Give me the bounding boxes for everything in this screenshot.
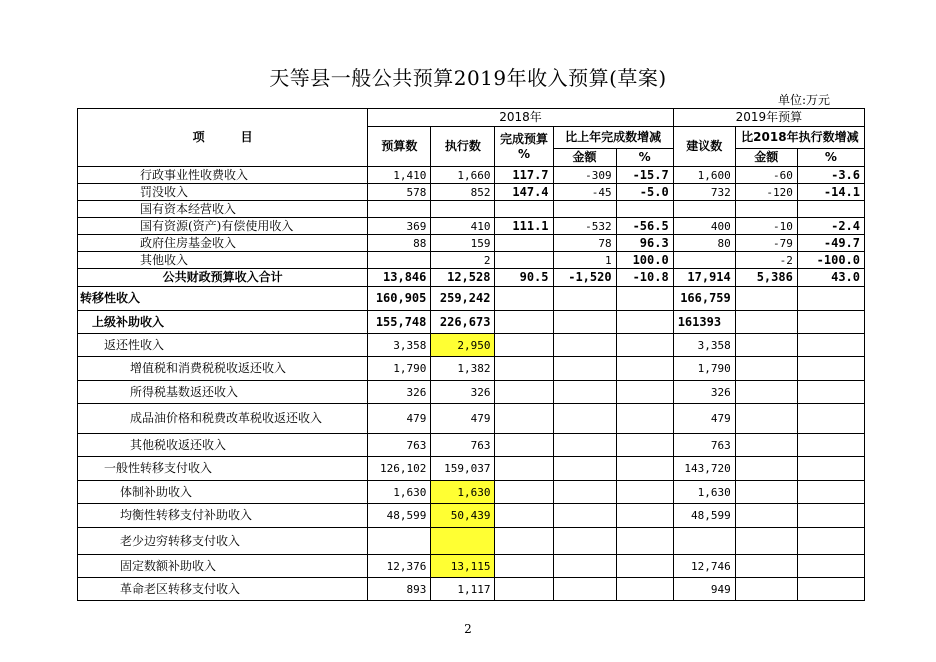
cell-proposed: 1,630 [673, 481, 735, 504]
row-label: 均衡性转移支付补助收入 [78, 504, 368, 528]
cell-executed: 763 [431, 434, 495, 457]
row-label: 增值税和消费税税收返还收入 [78, 357, 368, 381]
cell-executed-highlighted [431, 528, 495, 555]
cell-diff-amount [553, 578, 616, 601]
cell-diff-pct: -15.7 [616, 167, 673, 184]
cell-diff-pct: 96.3 [616, 235, 673, 252]
header-completion [495, 127, 553, 167]
cell-diff2-amount [735, 404, 797, 434]
header-item: 项 目 [78, 109, 368, 167]
cell-proposed: 3,358 [673, 334, 735, 357]
cell-completion [495, 481, 553, 504]
cell-budget: 155,748 [368, 311, 431, 334]
cell-diff-amount [553, 381, 616, 404]
cell-budget: 1,410 [368, 167, 431, 184]
cell-completion [495, 201, 553, 218]
cell-completion [495, 357, 553, 381]
row-label: 罚没收入 [78, 184, 368, 201]
cell-diff2-pct [797, 555, 864, 578]
row-label: 公共财政预算收入合计 [78, 269, 368, 287]
cell-executed: 1,382 [431, 357, 495, 381]
header-pct: % [616, 149, 673, 167]
cell-executed: 326 [431, 381, 495, 404]
cell-diff2-amount [735, 457, 797, 481]
cell-diff-pct [616, 457, 673, 481]
table-row [78, 404, 865, 434]
cell-budget: 1,630 [368, 481, 431, 504]
cell-diff-amount: -1,520 [553, 269, 616, 287]
cell-diff2-pct [797, 578, 864, 601]
row-label: 政府住房基金收入 [78, 235, 368, 252]
cell-executed-highlighted: 13,115 [431, 555, 495, 578]
cell-diff2-amount: -2 [735, 252, 797, 269]
cell-budget: 160,905 [368, 287, 431, 311]
cell-diff2-amount [735, 334, 797, 357]
table-row [78, 555, 865, 578]
cell-proposed: 949 [673, 578, 735, 601]
cell-diff2-pct [797, 357, 864, 381]
cell-proposed: 763 [673, 434, 735, 457]
cell-budget [368, 252, 431, 269]
header-vs-2018: 比2018年执行数增减 [735, 127, 864, 149]
header-executed: 执行数 [431, 127, 495, 167]
table-row [78, 252, 865, 269]
cell-diff-amount: -309 [553, 167, 616, 184]
cell-diff-pct [616, 555, 673, 578]
page-title: 天等县一般公共预算2019年收入预算(草案) [269, 66, 667, 90]
cell-budget: 479 [368, 404, 431, 434]
row-label: 所得税基数返还收入 [78, 381, 368, 404]
table-row [78, 334, 865, 357]
table-row [78, 167, 865, 184]
cell-completion [495, 578, 553, 601]
cell-diff-pct [616, 357, 673, 381]
table-row [78, 578, 865, 601]
cell-diff-amount [553, 481, 616, 504]
cell-budget: 126,102 [368, 457, 431, 481]
cell-proposed: 48,599 [673, 504, 735, 528]
cell-budget [368, 201, 431, 218]
cell-diff2-pct [797, 481, 864, 504]
cell-completion [495, 504, 553, 528]
cell-diff-pct [616, 578, 673, 601]
cell-diff2-pct: 43.0 [797, 269, 864, 287]
row-label: 革命老区转移支付收入 [78, 578, 368, 601]
header-completion-label: 完成预算 [499, 131, 548, 146]
cell-completion [495, 434, 553, 457]
cell-completion: 117.7 [495, 167, 553, 184]
cell-diff-pct [616, 504, 673, 528]
cell-diff2-amount [735, 555, 797, 578]
page-number: 2 [464, 622, 472, 636]
cell-budget: 893 [368, 578, 431, 601]
cell-executed-highlighted: 50,439 [431, 504, 495, 528]
cell-diff2-amount: -10 [735, 218, 797, 235]
table-row [78, 381, 865, 404]
cell-diff2-amount [735, 201, 797, 218]
cell-diff2-amount [735, 381, 797, 404]
cell-diff-amount [553, 334, 616, 357]
cell-diff-pct [616, 311, 673, 334]
cell-executed: 12,528 [431, 269, 495, 287]
cell-budget: 369 [368, 218, 431, 235]
header-pct-2: % [797, 149, 864, 167]
cell-diff2-pct [797, 311, 864, 334]
cell-proposed: 479 [673, 404, 735, 434]
table-row [78, 528, 865, 555]
header-amount-2: 金额 [735, 149, 797, 167]
cell-proposed: 17,914 [673, 269, 735, 287]
cell-diff2-amount [735, 481, 797, 504]
cell-budget: 48,599 [368, 504, 431, 528]
cell-proposed: 143,720 [673, 457, 735, 481]
cell-proposed [673, 528, 735, 555]
cell-executed: 1,660 [431, 167, 495, 184]
cell-diff2-pct [797, 434, 864, 457]
table-row [78, 235, 865, 252]
row-label: 老少边穷转移支付收入 [78, 528, 368, 555]
header-vs-last-year: 比上年完成数增减 [553, 127, 673, 149]
table-row [78, 357, 865, 381]
cell-diff-pct [616, 287, 673, 311]
cell-completion [495, 287, 553, 311]
cell-completion: 90.5 [495, 269, 553, 287]
cell-executed: 410 [431, 218, 495, 235]
cell-diff-amount [553, 434, 616, 457]
cell-diff-amount: 78 [553, 235, 616, 252]
cell-diff-amount: 1 [553, 252, 616, 269]
table-row [78, 184, 865, 201]
cell-proposed [673, 252, 735, 269]
cell-diff-amount [553, 287, 616, 311]
cell-budget [368, 528, 431, 555]
cell-completion [495, 334, 553, 357]
header-budget: 预算数 [368, 127, 431, 167]
cell-completion [495, 381, 553, 404]
cell-proposed: 161393 [673, 311, 735, 334]
cell-diff2-amount [735, 357, 797, 381]
cell-diff2-pct [797, 334, 864, 357]
cell-diff-amount [553, 404, 616, 434]
cell-diff2-amount [735, 528, 797, 555]
cell-executed [431, 201, 495, 218]
table-row [78, 311, 865, 334]
cell-proposed: 400 [673, 218, 735, 235]
cell-diff-amount [553, 311, 616, 334]
row-label: 固定数额补助收入 [78, 555, 368, 578]
cell-diff-amount: -532 [553, 218, 616, 235]
row-label: 上级补助收入 [78, 311, 368, 334]
cell-budget: 763 [368, 434, 431, 457]
cell-budget: 578 [368, 184, 431, 201]
cell-completion [495, 311, 553, 334]
cell-diff2-amount: -79 [735, 235, 797, 252]
cell-executed: 259,242 [431, 287, 495, 311]
cell-diff2-pct: -100.0 [797, 252, 864, 269]
cell-diff2-pct: -2.4 [797, 218, 864, 235]
cell-proposed: 80 [673, 235, 735, 252]
row-label: 行政事业性收费收入 [78, 167, 368, 184]
cell-diff2-amount [735, 504, 797, 528]
cell-diff2-pct [797, 457, 864, 481]
header-amount: 金额 [553, 149, 616, 167]
cell-diff-pct [616, 334, 673, 357]
cell-diff-pct [616, 528, 673, 555]
cell-diff2-pct: -14.1 [797, 184, 864, 201]
cell-proposed: 166,759 [673, 287, 735, 311]
cell-budget: 13,846 [368, 269, 431, 287]
cell-diff2-amount: -60 [735, 167, 797, 184]
cell-diff2-pct: -3.6 [797, 167, 864, 184]
cell-diff-amount [553, 504, 616, 528]
table-row [78, 434, 865, 457]
cell-completion [495, 404, 553, 434]
cell-diff-pct [616, 381, 673, 404]
cell-proposed [673, 201, 735, 218]
cell-diff-amount [553, 201, 616, 218]
cell-diff-amount [553, 357, 616, 381]
cell-diff-amount: -45 [553, 184, 616, 201]
cell-completion [495, 235, 553, 252]
cell-executed: 1,117 [431, 578, 495, 601]
cell-diff2-amount: -120 [735, 184, 797, 201]
cell-diff-amount [553, 528, 616, 555]
cell-diff-amount [553, 457, 616, 481]
cell-executed: 479 [431, 404, 495, 434]
cell-diff2-pct: -49.7 [797, 235, 864, 252]
row-label: 其他税收返还收入 [78, 434, 368, 457]
cell-proposed: 732 [673, 184, 735, 201]
cell-diff-pct [616, 481, 673, 504]
cell-executed: 2 [431, 252, 495, 269]
row-label: 其他收入 [78, 252, 368, 269]
cell-executed-highlighted: 1,630 [431, 481, 495, 504]
total-row [78, 269, 865, 287]
cell-completion: 111.1 [495, 218, 553, 235]
row-label: 转移性收入 [78, 287, 368, 311]
header-row-1 [78, 109, 865, 127]
cell-diff-pct [616, 434, 673, 457]
cell-diff2-amount [735, 434, 797, 457]
table-row [78, 504, 865, 528]
cell-completion [495, 555, 553, 578]
cell-completion [495, 528, 553, 555]
cell-diff-pct [616, 404, 673, 434]
table-row [78, 201, 865, 218]
cell-diff2-amount [735, 287, 797, 311]
row-label: 国有资本经营收入 [78, 201, 368, 218]
row-label: 成品油价格和税费改革税收返还收入 [78, 404, 368, 434]
cell-diff-pct: 100.0 [616, 252, 673, 269]
cell-proposed: 1,600 [673, 167, 735, 184]
cell-diff2-amount: 5,386 [735, 269, 797, 287]
header-proposed: 建议数 [673, 127, 735, 167]
cell-executed: 226,673 [431, 311, 495, 334]
cell-diff2-pct [797, 404, 864, 434]
cell-diff2-pct [797, 287, 864, 311]
table-row [78, 457, 865, 481]
cell-budget: 88 [368, 235, 431, 252]
row-label: 国有资源(资产)有偿使用收入 [78, 218, 368, 235]
header-2018: 2018年 [368, 109, 673, 127]
cell-proposed: 12,746 [673, 555, 735, 578]
cell-completion [495, 457, 553, 481]
cell-diff-pct: -5.0 [616, 184, 673, 201]
cell-budget: 12,376 [368, 555, 431, 578]
table-row [78, 218, 865, 235]
unit-label: 单位:万元 [777, 93, 830, 107]
cell-budget: 1,790 [368, 357, 431, 381]
cell-diff-pct: -10.8 [616, 269, 673, 287]
cell-diff-pct: -56.5 [616, 218, 673, 235]
cell-diff-amount [553, 555, 616, 578]
table-row [78, 287, 865, 311]
cell-completion [495, 252, 553, 269]
cell-proposed: 326 [673, 381, 735, 404]
cell-diff2-amount [735, 311, 797, 334]
row-label: 体制补助收入 [78, 481, 368, 504]
table-row [78, 481, 865, 504]
cell-diff2-pct [797, 381, 864, 404]
cell-diff2-pct [797, 201, 864, 218]
header-2019: 2019年预算 [673, 109, 864, 127]
cell-budget: 326 [368, 381, 431, 404]
cell-executed-highlighted: 2,950 [431, 334, 495, 357]
row-label: 返还性收入 [78, 334, 368, 357]
header-completion-pct: % [517, 146, 530, 161]
cell-completion: 147.4 [495, 184, 553, 201]
cell-diff2-amount [735, 578, 797, 601]
cell-executed: 159 [431, 235, 495, 252]
cell-proposed: 1,790 [673, 357, 735, 381]
cell-diff2-pct [797, 528, 864, 555]
cell-diff-pct [616, 201, 673, 218]
row-label: 一般性转移支付收入 [78, 457, 368, 481]
cell-budget: 3,358 [368, 334, 431, 357]
cell-diff2-pct [797, 504, 864, 528]
revenue-table [77, 108, 865, 601]
cell-executed: 852 [431, 184, 495, 201]
cell-executed: 159,037 [431, 457, 495, 481]
